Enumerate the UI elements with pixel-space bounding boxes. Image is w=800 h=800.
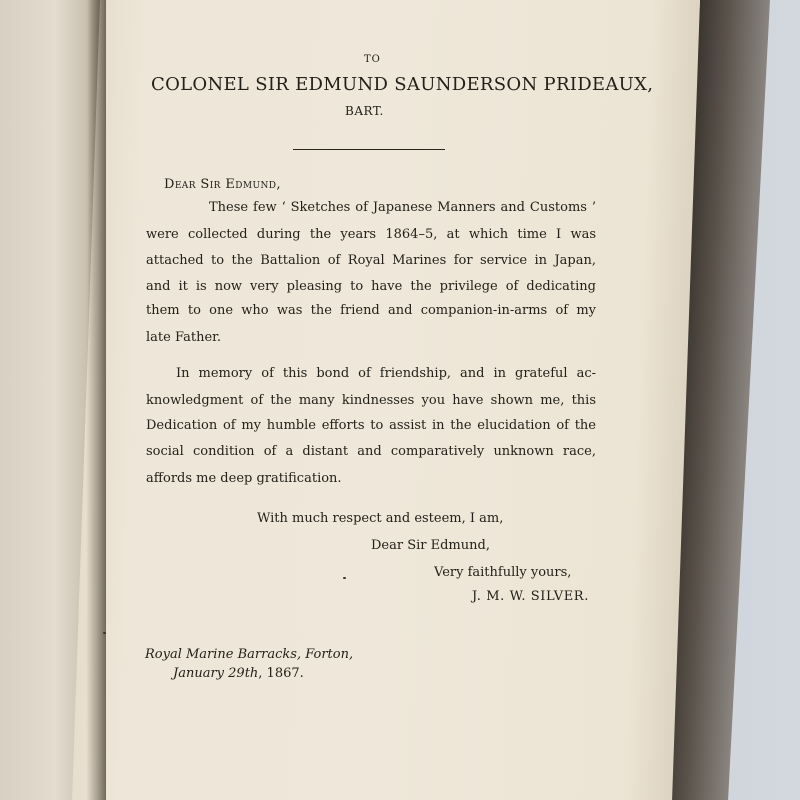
to-label: TO bbox=[364, 54, 381, 65]
paragraph2-line: knowledgment of the many kindnesses you have shown me, this bbox=[146, 393, 596, 408]
date-year: , 1867. bbox=[258, 666, 304, 681]
paper-speck bbox=[343, 577, 346, 579]
paragraph1-line: attached to the Battalion of Royal Marines for service in Japan, bbox=[146, 253, 596, 268]
paragraph1-line: were collected during the years 1864–5, at which time I was bbox=[146, 227, 596, 242]
paragraph2-line: In memory of this bond of friendship, and in grateful ac- bbox=[176, 366, 596, 381]
closing-line: With much respect and esteem, I am, bbox=[257, 511, 504, 526]
paragraph2-line: Dedication of my humble efforts to assist in the elucidation of the bbox=[146, 418, 596, 433]
signature: J. M. W. SILVER. bbox=[472, 589, 589, 604]
recipient-name: COLONEL SIR EDMUND SAUNDERSON PRIDEAUX, bbox=[151, 74, 654, 95]
paragraph1-line: late Father. bbox=[146, 330, 222, 345]
salutation: Dear Sir Edmund, bbox=[164, 177, 281, 192]
paragraph2-line: affords me deep gratification. bbox=[146, 471, 342, 486]
divider-rule bbox=[293, 149, 445, 150]
date-prefix: January 29th bbox=[173, 666, 259, 681]
paragraph1-line: them to one who was the friend and companion-in-arms of my bbox=[146, 303, 596, 318]
paragraph1-line: and it is now very pleasing to have the privilege of dedicating bbox=[146, 279, 596, 294]
closing-line: Very faithfully yours, bbox=[434, 565, 572, 580]
date-line bbox=[173, 666, 304, 681]
place-line: Royal Marine Barracks, Forton, bbox=[145, 647, 354, 662]
closing-line: Dear Sir Edmund, bbox=[371, 538, 490, 553]
paper-speck bbox=[103, 632, 106, 634]
recipient-title: BART. bbox=[345, 104, 384, 118]
paragraph1-line: These few ‘ Sketches of Japanese Manners and Customs ’ bbox=[209, 200, 596, 215]
spine-shadow bbox=[86, 0, 106, 800]
paragraph2-line: social condition of a distant and comparatively unknown race, bbox=[146, 444, 596, 459]
